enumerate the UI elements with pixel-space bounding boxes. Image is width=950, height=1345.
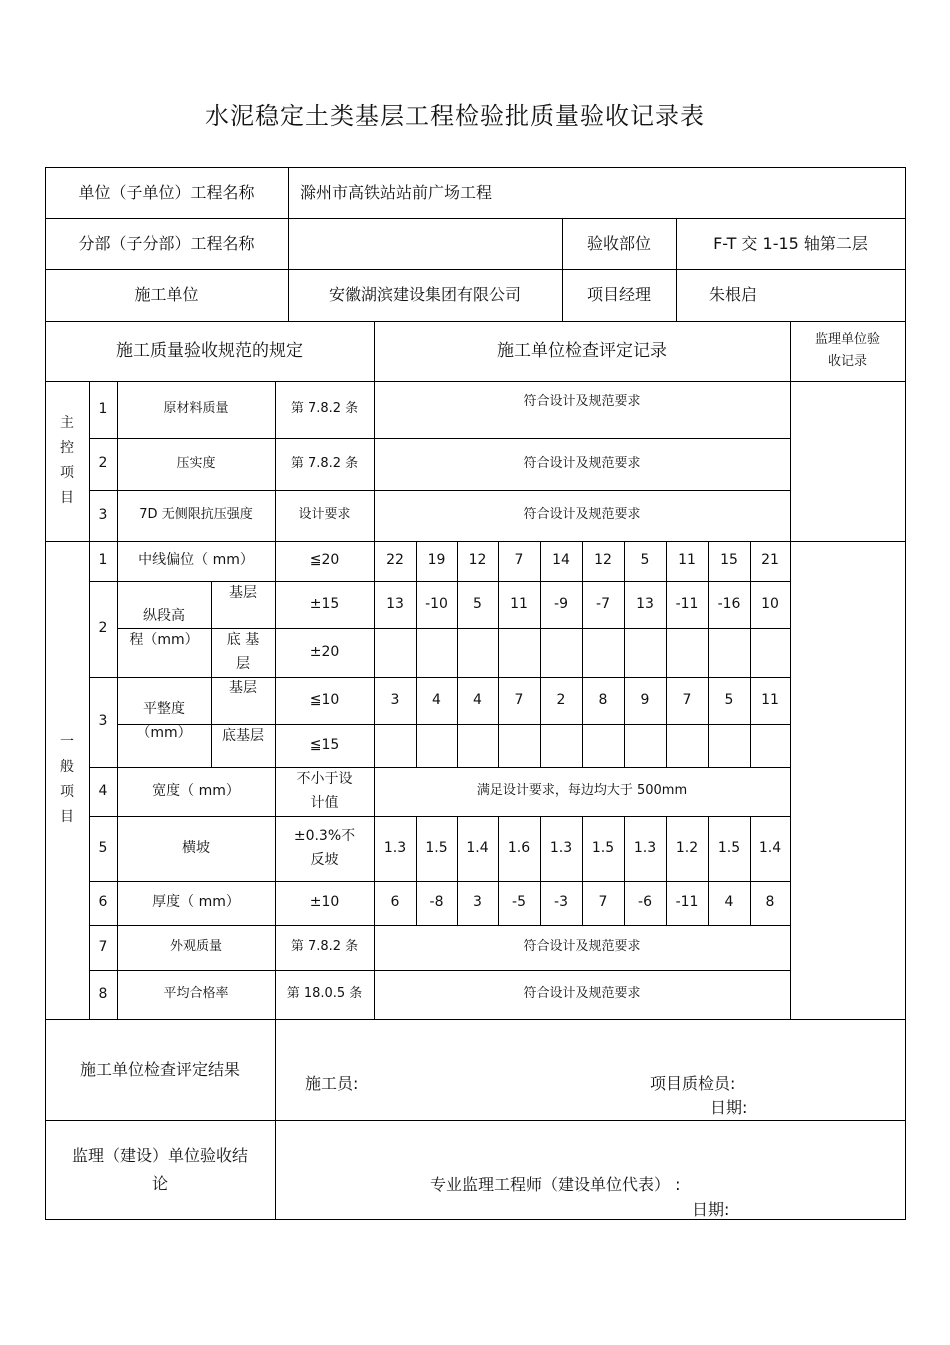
item-standard: ≦15 [309,736,340,753]
item-number: 6 [98,894,108,911]
contractor-label: 施工单位 [134,285,199,305]
item-standard: 设计要求 [298,507,351,523]
measured-value: 3 [390,691,400,708]
item-name: 原材料质量 [163,401,229,417]
sub-item-name: 基层 [229,680,257,696]
item-name: 厚度（ mm） [152,894,240,911]
item-name: 宽度（ mm） [152,782,240,799]
item-number: 2 [98,455,108,472]
measured-value: 11 [510,595,528,612]
measured-value: -3 [554,894,568,911]
unit-name-value: 滁州市高铁站站前广场工程 [300,182,493,202]
sub-item-name: 基层 [229,585,257,601]
item-standard: ±0.3%不 反坡 [293,827,356,868]
general-group-label: 一 般 项 目 [60,734,74,825]
measured-value: 22 [386,552,404,569]
item-name: 外观质量 [169,939,222,955]
contractor-date-label: 日期: [710,1097,748,1117]
measured-value: 7 [514,691,524,708]
measured-value: 11 [761,691,779,708]
unit-name-label: 单位（子单位）工程名称 [78,182,255,202]
measured-value: 1.3 [633,839,657,856]
measured-value: 1.6 [507,839,531,856]
measured-value: 21 [761,552,779,569]
inspector-signature-label: 项目质检员: [650,1074,736,1094]
measured-value: 1.4 [758,839,782,856]
contractor-value: 安徽湖滨建设集团有限公司 [328,285,521,305]
project-manager-value: 朱根启 [708,285,757,305]
measured-value: -5 [512,894,526,911]
worker-signature-label: 施工员: [305,1074,359,1094]
measured-value: 13 [636,595,654,612]
item-number: 8 [98,985,108,1002]
check-record-header: 施工单位检查评定记录 [497,340,667,361]
engineer-signature-label: 专业监理工程师（建设单位代表） : [430,1175,681,1195]
measured-value: 1.3 [549,839,573,856]
measured-value: 9 [640,691,650,708]
item-result: 符合设计及规范要求 [523,455,641,471]
project-manager-label: 项目经理 [586,285,651,305]
item-standard: ≦20 [309,552,340,569]
measured-value: 1.4 [466,839,489,856]
grid-line [790,321,791,1020]
measured-value: -6 [638,894,652,911]
inspection-position-value: F-T 交 1-15 轴第二层 [713,233,868,253]
supervision-date-label: 日期: [692,1199,730,1219]
measured-value: 4 [724,894,734,911]
item-name: 平均合格率 [163,986,229,1002]
supervision-conclusion-label: 监理（建设）单位验收结 论 [71,1146,248,1193]
item-standard: 第 7.8.2 条 [290,455,359,471]
measured-value: 12 [468,552,487,569]
page-title: 水泥稳定土类基层工程检验批质量验收记录表 [205,102,705,130]
measured-value: 8 [598,691,608,708]
item-name: 纵段高 程（mm） [129,608,199,648]
measured-value: 11 [678,552,696,569]
sub-item-name: 底基层 [222,728,264,744]
item-name: 压实度 [176,455,216,471]
measured-value: 1.5 [717,839,741,856]
measured-value: 4 [473,691,482,708]
item-standard: ±20 [309,643,340,660]
measured-value: 8 [765,894,775,911]
measured-value: 1.2 [675,839,699,856]
measured-value: 7 [598,894,608,911]
item-number: 4 [98,782,108,799]
measured-value: 5 [473,595,482,612]
measured-value: 6 [390,894,400,911]
measured-value: -8 [429,894,444,911]
item-number: 1 [98,552,108,569]
subsection-name-label: 分部（子分部）工程名称 [78,233,255,253]
item-result: 满足设计要求，每边均大于 500mm [476,783,688,799]
supervision-header: 监理单位验 收记录 [814,331,880,369]
item-number: 2 [98,620,108,637]
measured-value: 4 [432,691,441,708]
item-number: 3 [98,713,108,730]
measured-value: -11 [675,595,699,612]
measured-value: -16 [717,595,741,612]
item-result: 符合设计及规范要求 [523,394,641,409]
item-name: 平整度 （mm） [136,701,192,741]
measured-value: -9 [554,595,568,612]
item-standard: ±10 [309,894,340,911]
item-name: 横坡 [182,839,210,856]
measured-value: 12 [594,552,612,569]
item-standard: ±15 [309,595,340,612]
item-standard: 不小于设 计值 [296,770,353,811]
measured-value: 10 [761,595,779,612]
measured-value: 2 [556,691,566,708]
sub-item-name: 底 基 层 [226,631,260,672]
item-name: 中线偏位（ mm） [138,552,254,569]
measured-value: 5 [640,552,650,569]
item-number: 5 [98,839,108,856]
measured-value: 14 [552,552,570,569]
item-result: 符合设计及规范要求 [523,939,641,955]
item-standard: 第 7.8.2 条 [290,401,359,417]
measured-value: 1.5 [591,839,615,856]
item-number: 3 [98,506,108,523]
measured-value: -7 [596,595,610,612]
measured-value: 1.5 [425,839,448,856]
item-standard: 第 18.0.5 条 [286,986,363,1002]
grid-line [905,167,906,1220]
measured-value: 19 [427,552,446,569]
subsection-name-value [300,218,562,269]
measured-value: -11 [675,894,699,911]
measured-value: 3 [473,894,482,911]
measured-value: 15 [720,552,738,569]
item-standard: ≦10 [309,691,340,708]
item-name: 7D 无侧限抗压强度 [139,507,253,523]
measured-value: 7 [514,552,524,569]
contractor-result-label: 施工单位检查评定结果 [79,1059,240,1079]
measured-value: 13 [386,595,404,612]
item-number: 7 [98,938,108,955]
item-standard: 第 7.8.2 条 [290,939,359,955]
measured-value: -10 [425,595,448,612]
measured-value: 7 [682,691,692,708]
item-result: 符合设计及规范要求 [523,507,641,523]
main-control-group-label: 主 控 项 目 [60,415,74,506]
measured-value: 1.3 [383,839,407,856]
item-result: 符合设计及规范要求 [523,986,641,1002]
inspection-position-label: 验收部位 [586,233,651,253]
spec-header: 施工质量验收规范的规定 [116,340,303,361]
item-number: 1 [98,400,108,417]
measured-value: 5 [724,691,734,708]
